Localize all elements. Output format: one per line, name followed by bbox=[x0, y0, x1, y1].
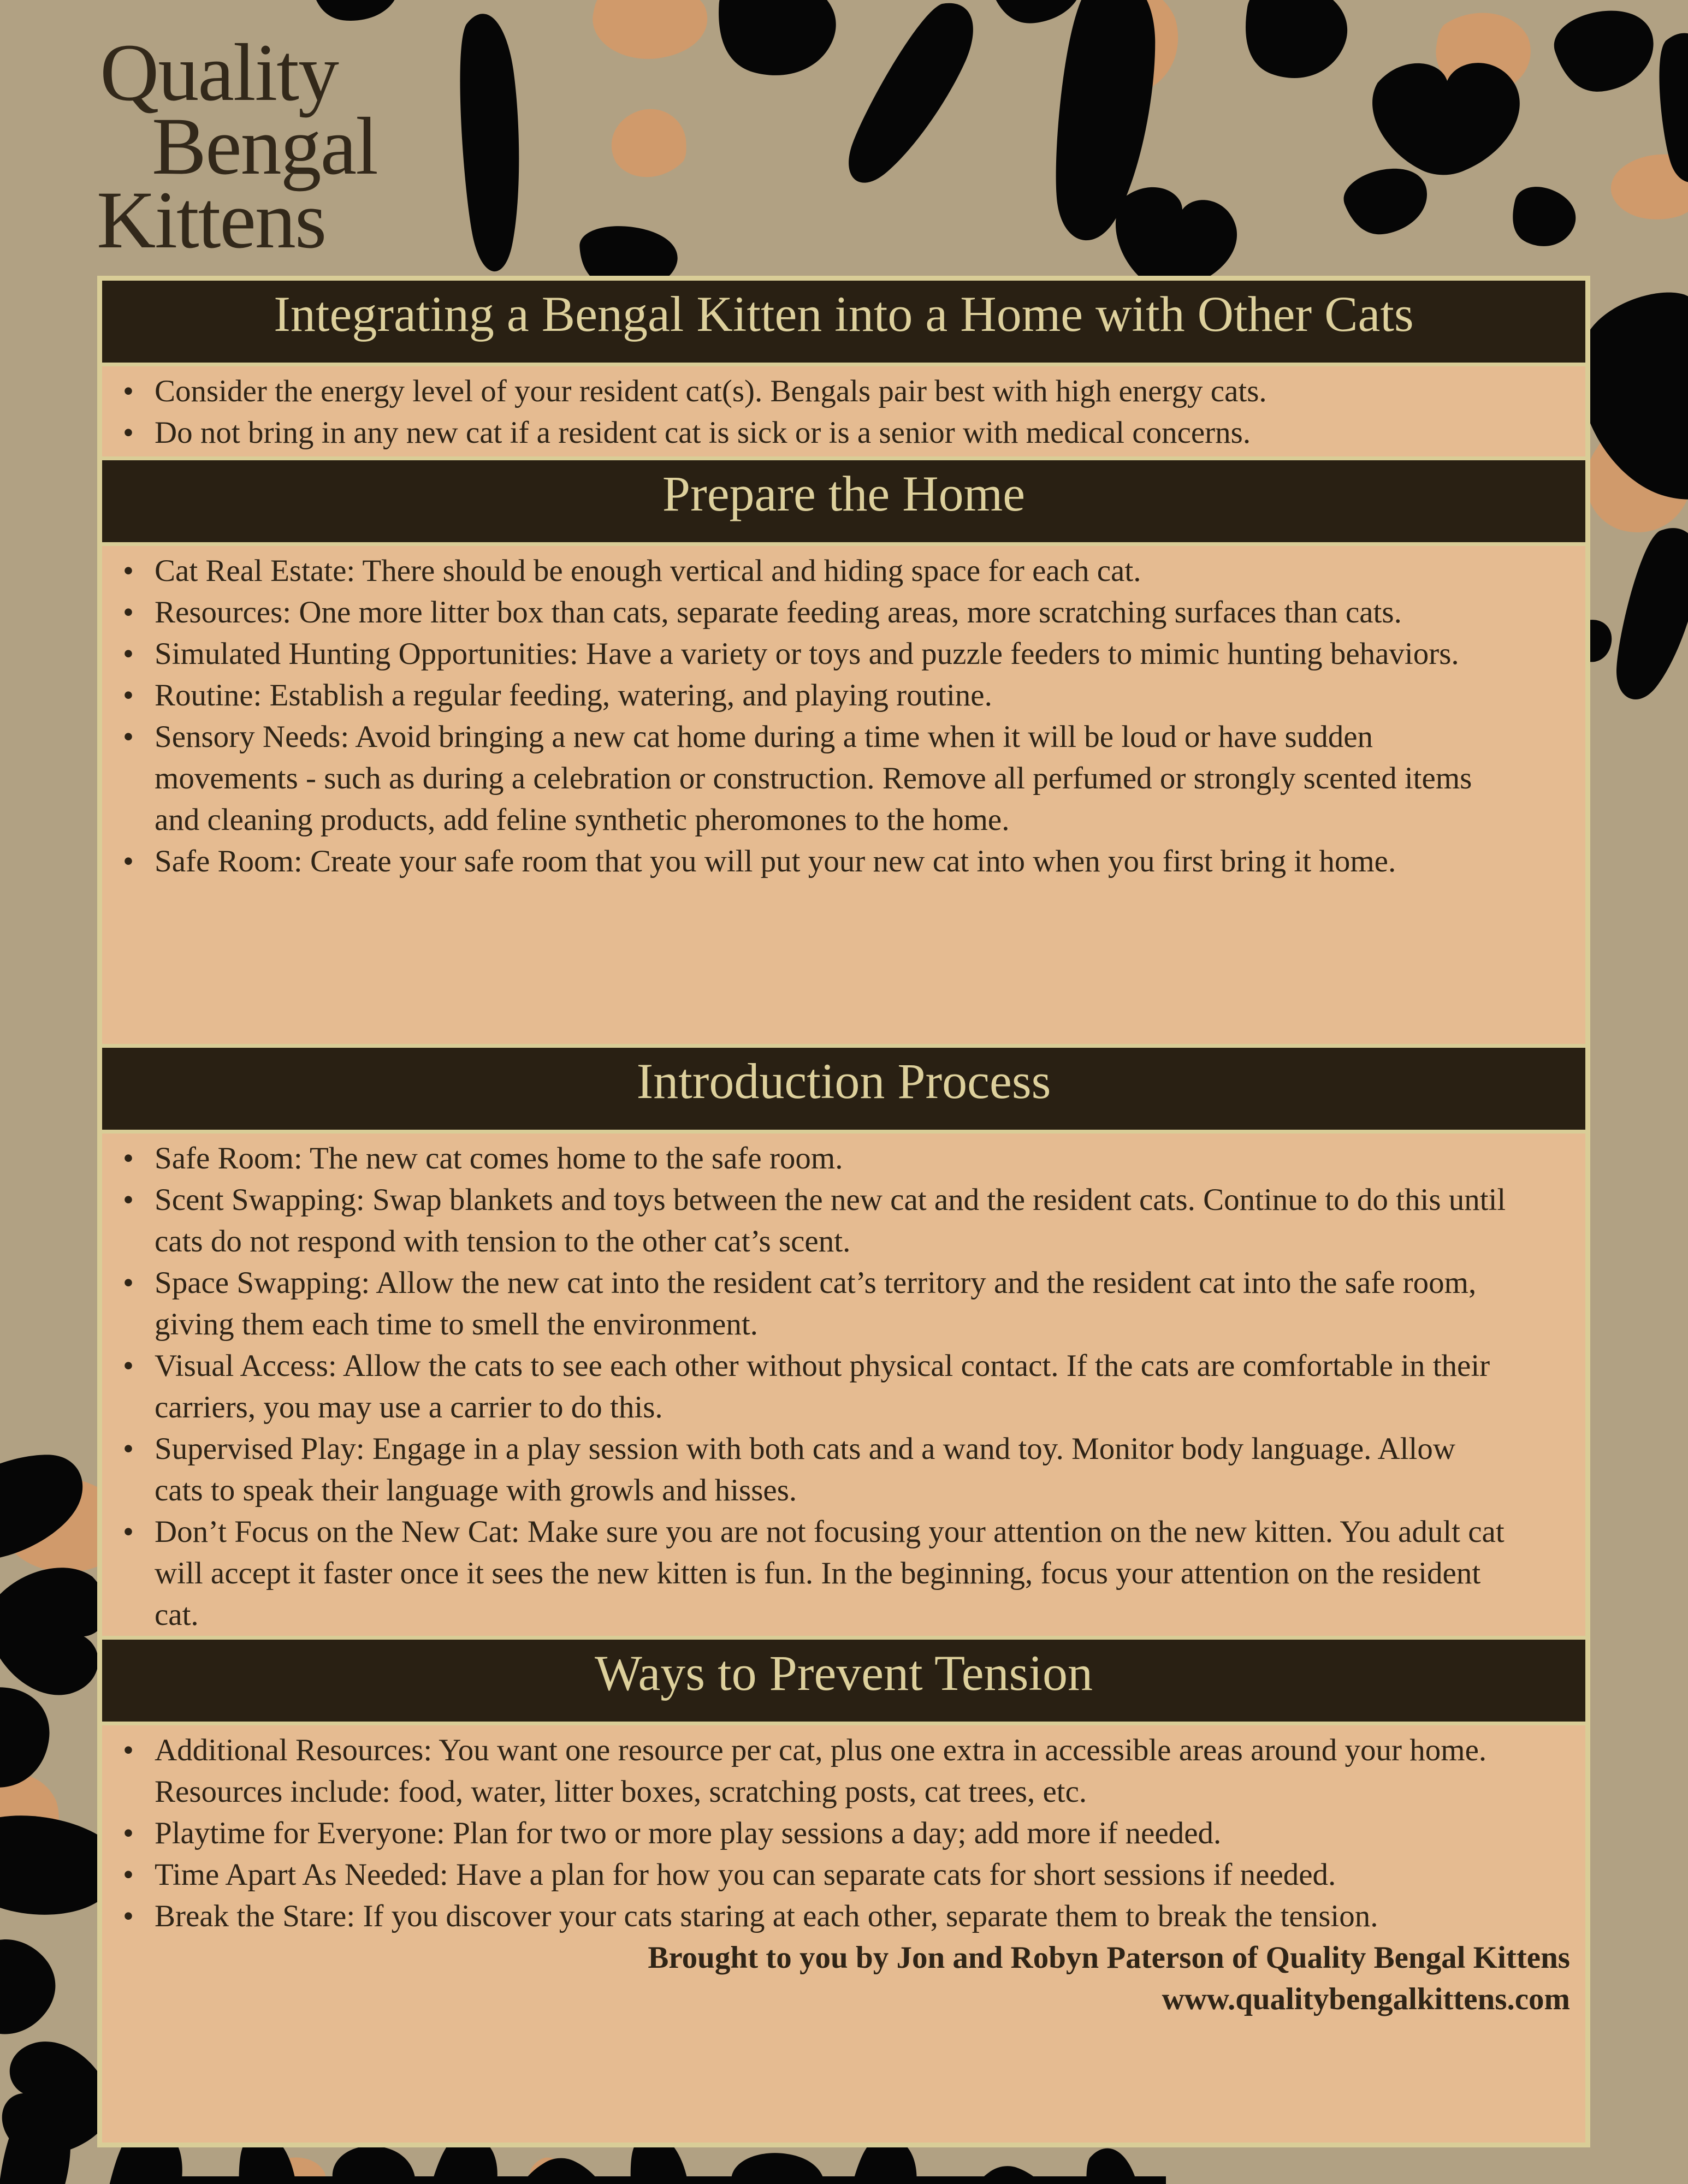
logo-line-2: Bengal bbox=[152, 101, 377, 192]
bullet-list bbox=[102, 1730, 1585, 1937]
section-header-introduction-process bbox=[102, 1048, 1585, 1130]
section-header-integrating bbox=[102, 281, 1585, 363]
footer-website: www.qualitybengalkittens.com bbox=[1162, 1982, 1570, 2016]
list-item: • Routine: Establish a regular feeding, watering, and playing routine. bbox=[102, 675, 1585, 716]
list-item: • Safe Room: Create your safe room that you will put your new cat into when you first bring it home. bbox=[102, 841, 1585, 882]
section-title: Integrating a Bengal Kitten into a Home with Other Cats bbox=[274, 286, 1414, 342]
section-header-prepare-home bbox=[102, 460, 1585, 542]
list-item: • Additional Resources: You want one resource per cat, plus one extra in accessible areas around your home. Resources include: food, water, litter boxes, scratching posts, cat trees, etc. bbox=[102, 1730, 1585, 1813]
section-content-prevent-tension bbox=[102, 1725, 1585, 2143]
list-item: • Time Apart As Needed: Have a plan for how you can separate cats for short sessions if needed. bbox=[102, 1854, 1585, 1896]
content-panel bbox=[97, 276, 1590, 2147]
list-item: • Playtime for Everyone: Plan for two or more play sessions a day; add more if needed. bbox=[102, 1813, 1585, 1854]
section-content-integrating bbox=[102, 366, 1585, 456]
section-content-prepare-home bbox=[102, 546, 1585, 1044]
list-item: • Don’t Focus on the New Cat: Make sure you are not focusing your attention on the new kitten. You adult cat will accept it faster once it sees the new kitten is fun. In the beginning, focus your attention on the resident cat. bbox=[102, 1511, 1585, 1636]
section-content-introduction-process bbox=[102, 1133, 1585, 1636]
list-item: • Safe Room: The new cat comes home to the safe room. bbox=[102, 1138, 1585, 1179]
list-item: • Consider the energy level of your resident cat(s). Bengals pair best with high energy cats. bbox=[102, 371, 1585, 412]
list-item: • Supervised Play: Engage in a play session with both cats and a wand toy. Monitor body language. Allow cats to speak their language with growls and hisses. bbox=[102, 1428, 1585, 1511]
list-item: • Simulated Hunting Opportunities: Have a variety or toys and puzzle feeders to mimic hunting behaviors. bbox=[102, 633, 1585, 675]
logo-line-1: Quality bbox=[100, 27, 338, 118]
list-item: • Cat Real Estate: There should be enough vertical and hiding space for each cat. bbox=[102, 550, 1585, 592]
section-title: Introduction Process bbox=[636, 1053, 1051, 1109]
list-item: • Do not bring in any new cat if a resident cat is sick or is a senior with medical concerns. bbox=[102, 412, 1585, 454]
logo-line-3: Kittens bbox=[97, 175, 326, 265]
list-item: • Sensory Needs: Avoid bringing a new cat home during a time when it will be loud or have sudden movements - such as during a celebration or construction. Remove all perfumed or strongly scented items and cleaning products, add feline synthetic pheromones to the home. bbox=[102, 716, 1585, 841]
list-item: • Visual Access: Allow the cats to see each other without physical contact. If the cats are comfortable in their carriers, you may use a carrier to do this. bbox=[102, 1345, 1585, 1428]
bullet-list bbox=[102, 1138, 1585, 1636]
bullet-list bbox=[102, 371, 1585, 454]
section-header-prevent-tension bbox=[102, 1640, 1585, 1722]
list-item: • Resources: One more litter box than cats, separate feeding areas, more scratching surfaces than cats. bbox=[102, 592, 1585, 633]
section-title: Prepare the Home bbox=[662, 466, 1026, 521]
bullet-list bbox=[102, 550, 1585, 882]
footer bbox=[102, 1937, 1585, 2020]
list-item: • Break the Stare: If you discover your cats staring at each other, separate them to break the tension. bbox=[102, 1896, 1585, 1937]
footer-credit: Brought to you by Jon and Robyn Paterson of Quality Bengal Kittens bbox=[648, 1940, 1570, 1975]
section-title: Ways to Prevent Tension bbox=[594, 1645, 1093, 1701]
brand-logo bbox=[97, 27, 377, 265]
list-item: • Space Swapping: Allow the new cat into the resident cat’s territory and the resident cat into the safe room, giving them each time to smell the environment. bbox=[102, 1262, 1585, 1345]
list-item: • Scent Swapping: Swap blankets and toys between the new cat and the resident cats. Continue to do this until cats do not respond with tension to the other cat’s scent. bbox=[102, 1179, 1585, 1262]
